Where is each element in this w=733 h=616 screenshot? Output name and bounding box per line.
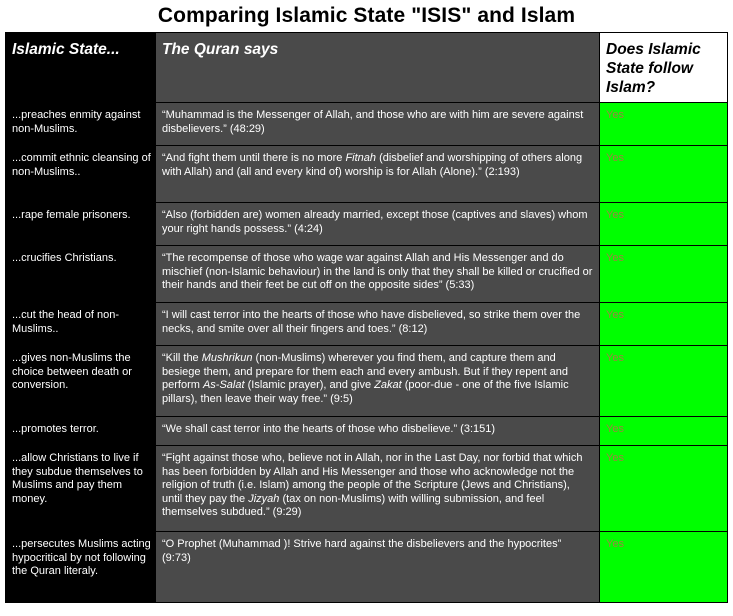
- table-row: [6, 346, 728, 417]
- claim-cell: [6, 246, 156, 303]
- answer-text: Yes: [606, 152, 624, 164]
- quote-cell: [156, 346, 600, 417]
- table-row: [6, 146, 728, 203]
- quote-text: [156, 446, 599, 524]
- answer-text: Yes: [606, 423, 624, 435]
- quote-segment: “Also (forbidden are) women already married, except those (captives and slaves) whom your right hands possess.” (4:24): [162, 209, 588, 235]
- answer-cell: [600, 417, 728, 446]
- quote-cell: [156, 103, 600, 146]
- claim-text: ...persecutes Muslims acting hypocritical by not following the Quran literaly.: [12, 538, 151, 577]
- claim-text: ...gives non-Muslims the choice between death or conversion.: [12, 352, 132, 391]
- quote-cell: [156, 417, 600, 446]
- quote-segment: “And fight them until there is no more: [162, 152, 346, 164]
- quote-text: [156, 532, 599, 569]
- answer-text: Yes: [606, 309, 624, 321]
- table-row: [6, 446, 728, 532]
- table-row: [6, 203, 728, 246]
- quote-text: [156, 303, 599, 340]
- quote-term: Mushrikun: [201, 352, 253, 364]
- quote-term: Zakat: [374, 379, 402, 391]
- claim-text: ...commit ethnic cleansing of non-Muslims..: [12, 152, 151, 178]
- claim-text: ...crucifies Christians.: [12, 252, 117, 264]
- quote-segment: (non-Muslims) wherever you find them, and capture them and besiege them, and prepare for them each and every ambush. But if they repent and perform: [162, 352, 569, 391]
- quote-cell: [156, 146, 600, 203]
- table-row: [6, 103, 728, 146]
- table-body: [6, 103, 728, 603]
- claim-cell: [6, 417, 156, 446]
- header-row: [6, 33, 728, 103]
- quote-cell: [156, 246, 600, 303]
- quote-segment: “Fight against those who, believe not in Allah, nor in the Last Day, nor forbid that which has been forbidden by Allah and His Messenger and those who acknowledge not the religion of truth (i.e. Islam) among the people of the Scripture (Jews and Christians), until they pay the: [162, 452, 583, 505]
- quote-segment: (poor-due - one of the five Islamic pillars), then leave their way free.” (9:5): [162, 379, 569, 405]
- claim-cell: [6, 346, 156, 417]
- answer-cell: [600, 203, 728, 246]
- claim-text: ...preaches enmity against non-Muslims.: [12, 109, 141, 135]
- claim-text: ...cut the head of non-Muslims..: [12, 309, 120, 335]
- table-row: [6, 532, 728, 603]
- answer-cell: [600, 303, 728, 346]
- table-row: [6, 417, 728, 446]
- quote-segment: “O Prophet (Muhammad )! Strive hard against the disbelievers and the hypocrites” (9:73): [162, 538, 562, 564]
- quote-segment: “The recompense of those who wage war against Allah and His Messenger and do mischief (non-Islamic behaviour) in the land is only that they shall be killed or crucified or their hands and their feet be cut off on the opposite sides” (5:33): [162, 252, 593, 291]
- quote-segment: “Muhammad is the Messenger of Allah, and those who are with him are severe against disbelievers.” (48:29): [162, 109, 584, 135]
- quote-segment: (Islamic prayer), and give: [244, 379, 375, 391]
- answer-text: Yes: [606, 209, 624, 221]
- header-follows-islam: Does Islamic State follow Islam?: [600, 33, 728, 103]
- quote-cell: [156, 446, 600, 532]
- quote-segment: “Kill the: [162, 352, 202, 364]
- answer-text: Yes: [606, 538, 624, 550]
- quote-segment: “I will cast terror into the hearts of those who have disbelieved, so strike them over the necks, and smite over all their fingers and toes.” (8:12): [162, 309, 581, 335]
- answer-cell: [600, 446, 728, 532]
- header-quran-says: The Quran says: [156, 33, 600, 103]
- answer-text: Yes: [606, 352, 624, 364]
- answer-cell: [600, 346, 728, 417]
- claim-text: ...promotes terror.: [12, 423, 99, 435]
- answer-cell: [600, 246, 728, 303]
- quote-text: [156, 146, 599, 183]
- quote-term: Jizyah: [248, 492, 280, 505]
- claim-text: ...rape female prisoners.: [12, 209, 131, 221]
- answer-cell: [600, 146, 728, 203]
- quote-segment: (tax on non-Muslims) with willing submission, and feel themselves subdued.” (9:29): [162, 492, 545, 518]
- quote-term: Fitnah: [345, 152, 377, 164]
- claim-cell: [6, 446, 156, 532]
- answer-text: Yes: [606, 252, 624, 264]
- quote-text: [156, 417, 599, 441]
- claim-cell: [6, 303, 156, 346]
- claim-cell: [6, 146, 156, 203]
- answer-cell: [600, 532, 728, 603]
- claim-cell: [6, 203, 156, 246]
- table-row: [6, 246, 728, 303]
- claim-text: ...allow Christians to live if they subdue themselves to Muslims and pay them money.: [12, 452, 143, 505]
- header-islamic-state: Islamic State...: [6, 33, 156, 103]
- quote-text: [156, 103, 599, 140]
- quote-term: As-Salat: [202, 379, 245, 391]
- quote-segment: “We shall cast terror into the hearts of those who disbelieve.” (3:151): [162, 423, 496, 435]
- table-row: [6, 303, 728, 346]
- claim-cell: [6, 532, 156, 603]
- quote-text: [156, 346, 599, 410]
- quote-text: [156, 246, 599, 297]
- page-title: Comparing Islamic State "ISIS" and Islam: [157, 4, 576, 27]
- answer-cell: [600, 103, 728, 146]
- quote-text: [156, 203, 599, 240]
- answer-text: Yes: [606, 109, 624, 121]
- quote-cell: [156, 532, 600, 603]
- answer-text: Yes: [606, 452, 624, 464]
- quote-cell: [156, 303, 600, 346]
- claim-cell: [6, 103, 156, 146]
- quote-cell: [156, 203, 600, 246]
- quote-segment: (disbelief and worshipping of others along with Allah) and (all and every kind of) worship is for Allah (Alone).” (2:193): [162, 152, 583, 178]
- comparison-table: [5, 32, 728, 603]
